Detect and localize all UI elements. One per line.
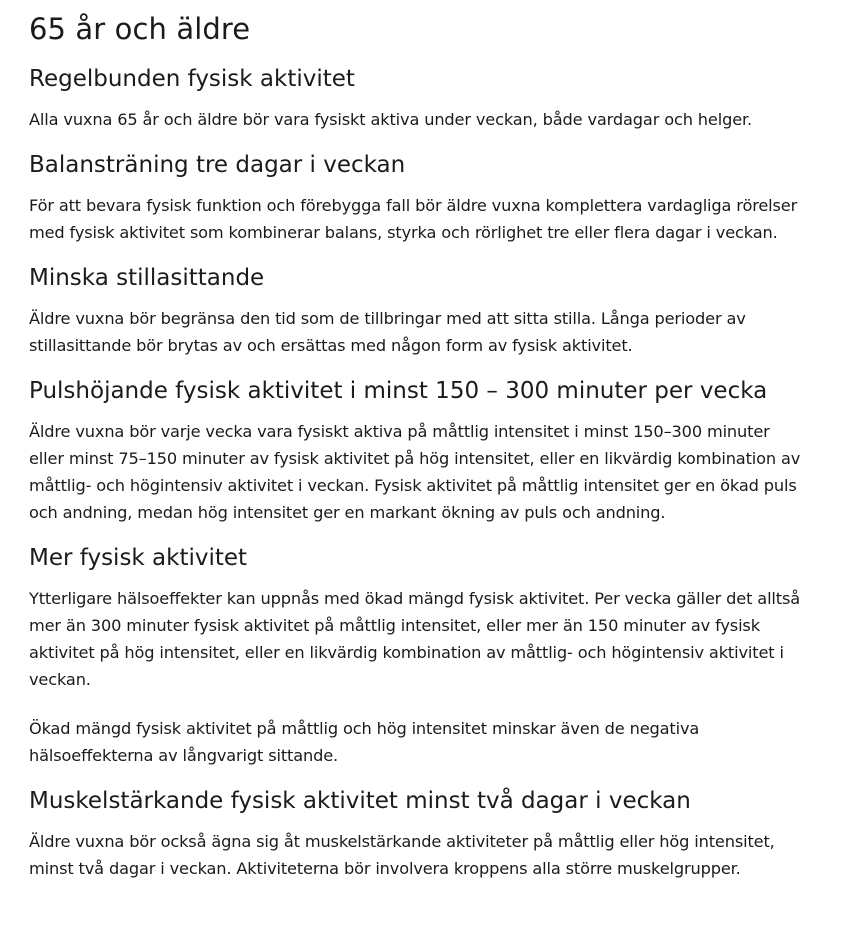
- section-heading: Minska stillasittande: [29, 265, 265, 291]
- section-reduce-sitting: [29, 263, 804, 359]
- section-heading: Balansträning tre dagar i veckan: [29, 152, 406, 178]
- section-more-activity: [29, 543, 804, 769]
- section-paragraph: Alla vuxna 65 år och äldre bör vara fysiskt aktiva under veckan, både vardagar och helger.: [29, 110, 753, 129]
- section-heading: Pulshöjande fysisk aktivitet i minst 150 – 300 minuter per vecka: [29, 378, 768, 404]
- section-paragraph: Ökad mängd fysisk aktivitet på måttlig och hög intensitet minskar även de negativa hälsoeffekterna av långvarigt sittande.: [29, 719, 700, 765]
- section-paragraph: För att bevara fysisk funktion och förebygga fall bör äldre vuxna komplettera vardagliga rörelser med fysisk aktivitet som kombinerar balans, styrka och rörlighet tre eller flera dagar i veckan.: [29, 196, 798, 242]
- section-heading: Mer fysisk aktivitet: [29, 545, 248, 571]
- section-paragraph: Ytterligare hälsoeffekter kan uppnås med ökad mängd fysisk aktivitet. Per vecka gäller det alltså mer än 300 minuter fysisk aktivitet på måttlig intensitet, eller mer än 150 minuter av fysisk aktivitet på hög intensitet, eller en likvärdig kombination av måttlig- och högintensiv aktivitet i veckan.: [29, 589, 801, 689]
- section-paragraph: Äldre vuxna bör också ägna sig åt muskelstärkande aktiviteter på måttlig eller hög intensitet, minst två dagar i veckan. Aktiviteterna bör involvera kroppens alla större muskelgrupper.: [29, 832, 775, 878]
- section-paragraph: Äldre vuxna bör varje vecka vara fysiskt aktiva på måttlig intensitet i minst 150–300 minuter eller minst 75–150 minuter av fysisk aktivitet på hög intensitet, eller en likvärdig kombination av måttlig- och högintensiv aktivitet i veckan. Fysisk aktivitet på måttlig intensitet ger en ökad puls och andning, medan hög intensitet ger en markant ökning av puls och andning.: [29, 422, 801, 522]
- section-muscle-strengthening: [29, 786, 804, 882]
- section-paragraph: Äldre vuxna bör begränsa den tid som de tillbringar med att sitta stilla. Långa perioder av stillasittande bör brytas av och ersättas med någon form av fysisk aktivitet.: [29, 309, 746, 355]
- section-heading: Muskelstärkande fysisk aktivitet minst två dagar i veckan: [29, 788, 691, 814]
- section-pulse-activity: [29, 376, 804, 526]
- section-heading: Regelbunden fysisk aktivitet: [29, 66, 355, 92]
- section-balance-training: [29, 150, 804, 246]
- section-regular-activity: [29, 64, 804, 133]
- page-title: 65 år och äldre: [29, 12, 251, 46]
